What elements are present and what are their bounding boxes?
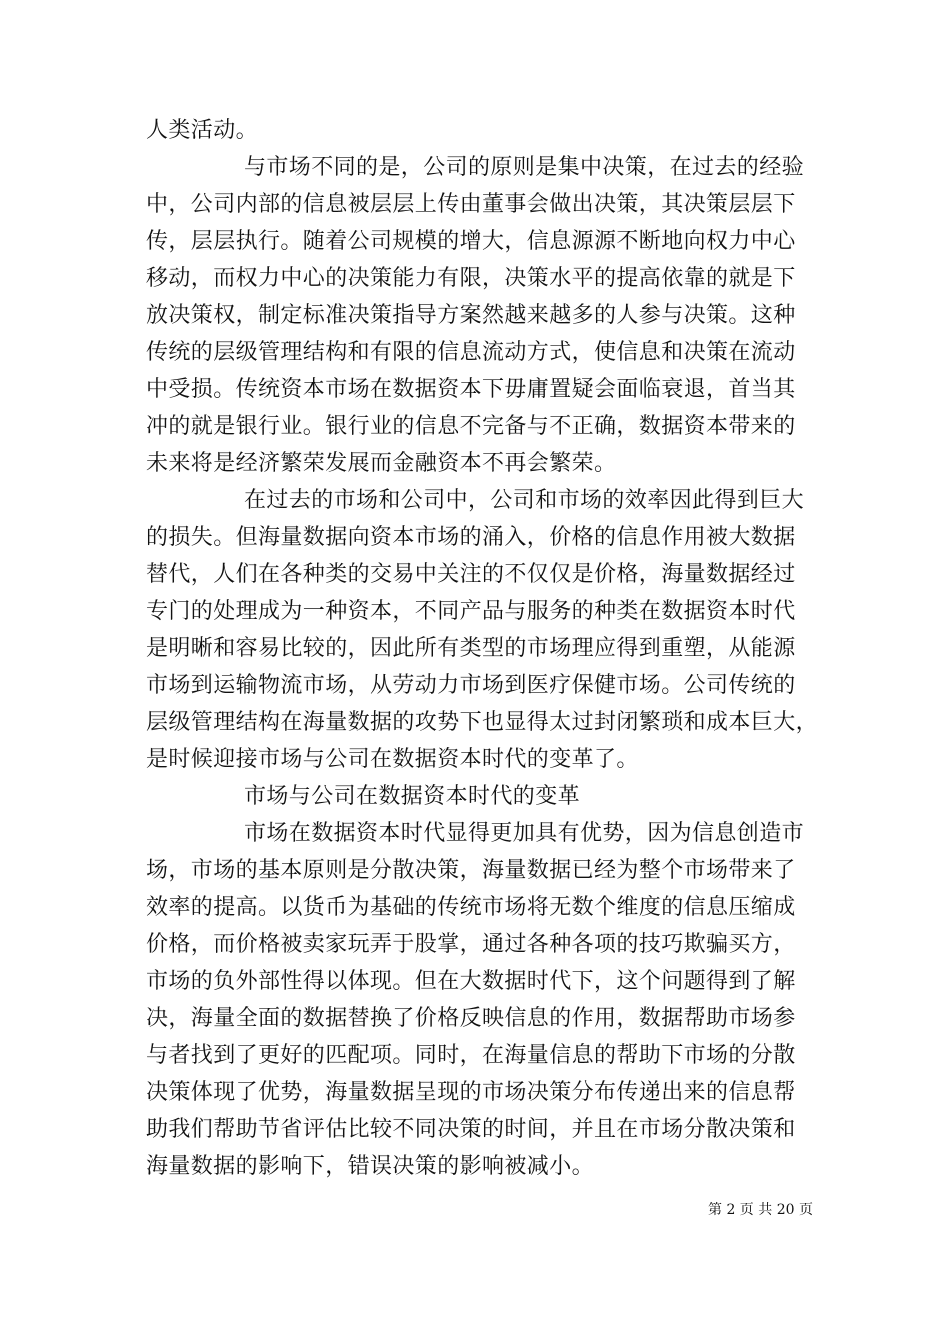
text-line: 决，海量全面的数据替换了价格反映信息的作用，数据帮助市场参 [146,1006,796,1031]
text-line: 中，公司内部的信息被层层上传由董事会做出决策，其决策层层下 [146,192,796,217]
text-line: 层级管理结构在海量数据的攻势下也显得太过封闭繁琐和成本巨大， [146,710,819,735]
text-line: 移动，而权力中心的决策能力有限，决策水平的提高依靠的就是下 [146,266,796,291]
text-line: 海量数据的影响下，错误决策的影响被减小。 [146,1154,595,1179]
text-line: 市场的负外部性得以体现。但在大数据时代下，这个问题得到了解 [146,969,796,994]
text-line: 是时候迎接市场与公司在数据资本时代的变革了。 [146,747,639,772]
text-line: 与者找到了更好的匹配项。同时，在海量信息的帮助下市场的分散 [146,1043,796,1068]
text-line: 未来将是经济繁荣发展而金融资本不再会繁荣。 [146,451,617,476]
paragraph-start-line: 与市场不同的是，公司的原则是集中决策，在过去的经验 [244,155,805,180]
text-line: 人类活动。 [146,118,259,143]
text-line: 场，市场的基本原则是分散决策，海量数据已经为整个市场带来了 [146,858,796,883]
text-line: 冲的就是银行业。银行业的信息不完备与不正确，数据资本带来的 [146,414,796,439]
text-line: 替代，人们在各种类的交易中关注的不仅仅是价格，海量数据经过 [146,562,796,587]
text-line: 市场到运输物流市场，从劳动力市场到医疗保健市场。公司传统的 [146,673,796,698]
paragraph-start-line: 市场在数据资本时代显得更加具有优势，因为信息创造市 [244,821,805,846]
text-line: 专门的处理成为一种资本，不同产品与服务的种类在数据资本时代 [146,599,796,624]
text-line: 是明晰和容易比较的，因此所有类型的市场理应得到重塑，从能源 [146,636,796,661]
text-line: 助我们帮助节省评估比较不同决策的时间，并且在市场分散决策和 [146,1117,796,1142]
section-heading: 市场与公司在数据资本时代的变革 [244,784,581,809]
text-line: 效率的提高。以货币为基础的传统市场将无数个维度的信息压缩成 [146,895,796,920]
text-line: 放决策权，制定标准决策指导方案然越来越多的人参与决策。这种 [146,303,796,328]
page-number-footer: 第 2 页 共 20 页 [708,1202,813,1218]
text-line: 中受损。传统资本市场在数据资本下毋庸置疑会面临衰退，首当其 [146,377,796,402]
text-line: 的损失。但海量数据向资本市场的涌入，价格的信息作用被大数据 [146,525,796,550]
text-line: 价格，而价格被卖家玩弄于股掌，通过各种各项的技巧欺骗买方， [146,932,796,957]
text-line: 决策体现了优势，海量数据呈现的市场决策分布传递出来的信息帮 [146,1080,796,1105]
text-line: 传统的层级管理结构和有限的信息流动方式，使信息和决策在流动 [146,340,796,365]
paragraph-start-line: 在过去的市场和公司中，公司和市场的效率因此得到巨大 [244,488,805,513]
text-line: 传，层层执行。随着公司规模的增大，信息源源不断地向权力中心 [146,229,796,254]
body-text [146,112,822,1185]
